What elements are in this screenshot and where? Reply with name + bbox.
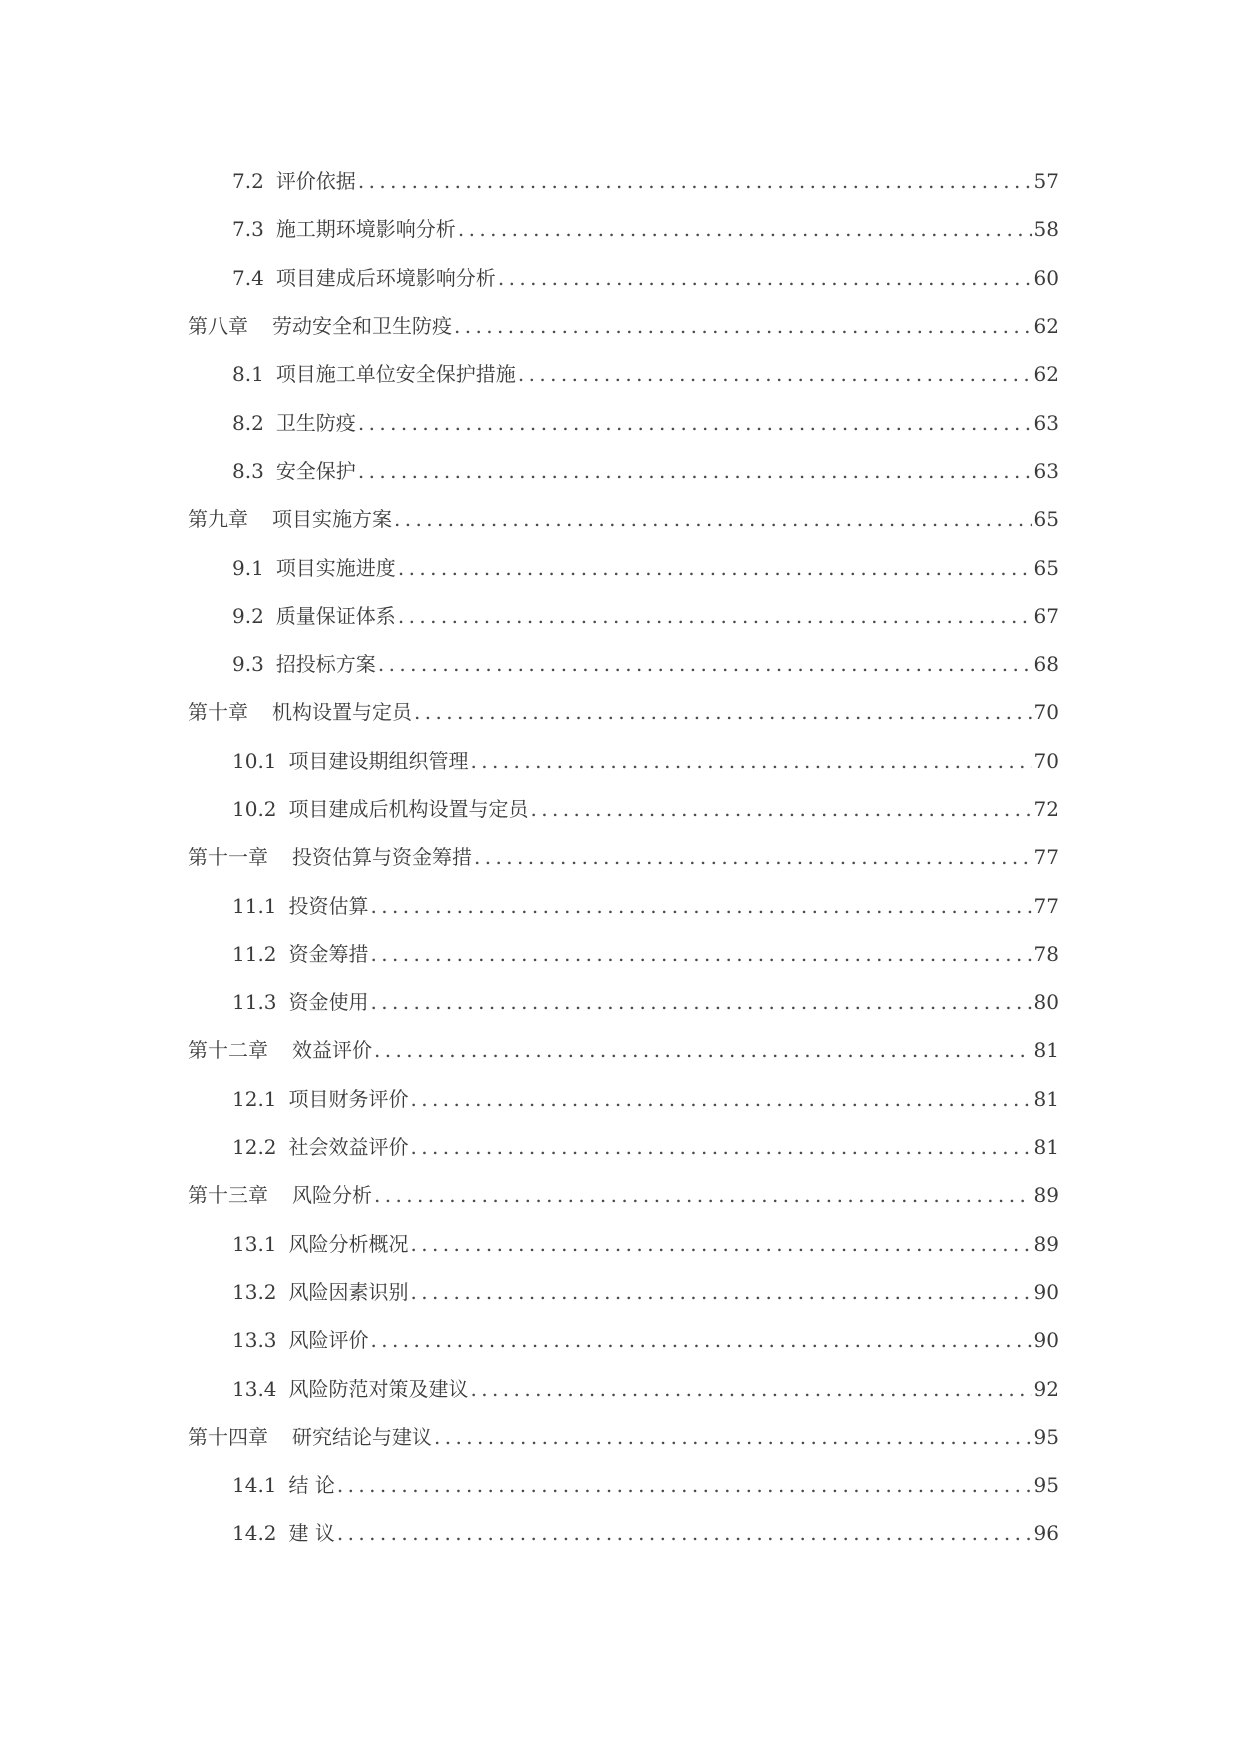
toc-entry-number: 7.2 [232, 169, 264, 194]
toc-entry-line [232, 797, 1059, 821]
toc-entry-line [232, 604, 1059, 628]
toc-entry-title: 项目施工单位安全保护措施 [275, 362, 516, 387]
toc-dot-leader [498, 266, 1032, 290]
toc-entry-title: 项目财务评价 [288, 1086, 409, 1111]
toc-chapter-entry[interactable] [0, 495, 1241, 543]
toc-entry-line [232, 411, 1059, 435]
toc-page-number: 92 [1033, 1376, 1059, 1401]
toc-section-entry[interactable] [0, 881, 1241, 929]
toc-section-entry[interactable] [0, 1461, 1241, 1509]
toc-entry-title: 社会效益评价 [288, 1135, 409, 1160]
toc-entry-line [188, 1183, 1059, 1207]
table-of-contents [0, 157, 1241, 1558]
toc-page-number: 95 [1033, 1424, 1059, 1449]
toc-entry-number: 10.2 [232, 797, 277, 821]
toc-entry-title: 风险因素识别 [288, 1279, 409, 1304]
toc-entry-line [232, 942, 1059, 966]
toc-dot-leader [411, 1135, 1032, 1159]
toc-page-number: 70 [1033, 700, 1059, 725]
toc-chapter-entry[interactable] [0, 302, 1241, 350]
toc-section-entry[interactable] [0, 543, 1241, 591]
toc-section-entry[interactable] [0, 157, 1241, 205]
toc-dot-leader [454, 314, 1032, 338]
toc-entry-number: 第十一章 [188, 845, 268, 870]
toc-entry-number: 9.1 [232, 555, 264, 580]
toc-chapter-entry[interactable] [0, 1171, 1241, 1219]
toc-entry-number: 第九章 [188, 507, 248, 532]
toc-dot-leader [471, 749, 1032, 773]
toc-dot-leader [434, 1425, 1032, 1449]
toc-dot-leader [358, 169, 1032, 193]
toc-section-entry[interactable] [0, 1364, 1241, 1412]
toc-section-entry[interactable] [0, 930, 1241, 978]
toc-entry-title: 结 论 [288, 1473, 335, 1498]
toc-entry-line [232, 749, 1059, 773]
toc-section-entry[interactable] [0, 592, 1241, 640]
toc-dot-leader [371, 894, 1032, 918]
toc-entry-title: 劳动安全和卫生防疫 [272, 314, 452, 339]
toc-dot-leader [358, 459, 1032, 483]
toc-dot-leader [414, 700, 1032, 724]
toc-page-number: 70 [1033, 748, 1059, 773]
toc-chapter-entry[interactable] [0, 688, 1241, 736]
toc-page-number: 62 [1033, 362, 1059, 387]
toc-page-number: 81 [1033, 1086, 1059, 1111]
toc-entry-number: 8.1 [232, 362, 264, 387]
toc-dot-leader [371, 990, 1032, 1014]
toc-section-entry[interactable] [0, 1220, 1241, 1268]
toc-entry-number: 8.2 [232, 410, 264, 435]
toc-entry-line [232, 1521, 1059, 1545]
toc-entry-number: 7.3 [232, 217, 264, 242]
toc-dot-leader [471, 1377, 1032, 1401]
toc-entry-number: 13.3 [232, 1328, 277, 1353]
toc-entry-number: 9.2 [232, 603, 264, 628]
toc-entry-number: 14.1 [232, 1473, 277, 1498]
toc-dot-leader [474, 845, 1032, 869]
toc-dot-leader [337, 1473, 1032, 1497]
toc-entry-title: 资金筹措 [288, 941, 369, 966]
toc-page-number: 89 [1033, 1183, 1059, 1208]
toc-page-number: 63 [1033, 458, 1059, 483]
toc-dot-leader [374, 1183, 1032, 1207]
toc-section-entry[interactable] [0, 978, 1241, 1026]
toc-entry-title: 项目实施进度 [275, 555, 396, 580]
toc-entry-number: 第十三章 [188, 1183, 268, 1208]
toc-entry-line [188, 1425, 1059, 1449]
toc-entry-line [188, 1038, 1059, 1062]
toc-page-number: 95 [1033, 1473, 1059, 1498]
toc-dot-leader [337, 1521, 1032, 1545]
toc-page-number: 78 [1033, 941, 1059, 966]
toc-page-number: 60 [1033, 265, 1059, 290]
toc-entry-title: 风险防范对策及建议 [288, 1376, 469, 1401]
toc-entry-title: 风险评价 [288, 1328, 369, 1353]
toc-dot-leader [411, 1087, 1032, 1111]
toc-entry-number: 第十二章 [188, 1038, 268, 1063]
toc-page-number: 81 [1033, 1038, 1059, 1063]
toc-entry-line [232, 459, 1059, 483]
toc-entry-line [232, 1377, 1059, 1401]
toc-entry-title: 评价依据 [275, 169, 356, 194]
toc-section-entry[interactable] [0, 785, 1241, 833]
toc-entry-number: 第十章 [188, 700, 248, 725]
toc-entry-title: 建 议 [288, 1521, 335, 1546]
toc-section-entry[interactable] [0, 1509, 1241, 1557]
toc-entry-number: 13.4 [232, 1376, 277, 1401]
toc-dot-leader [411, 1280, 1032, 1304]
toc-page-number: 96 [1033, 1521, 1059, 1546]
toc-section-entry[interactable] [0, 254, 1241, 302]
toc-entry-number: 7.4 [232, 265, 264, 290]
toc-section-entry[interactable] [0, 737, 1241, 785]
toc-entry-number: 第十四章 [188, 1424, 268, 1449]
toc-page-number: 68 [1033, 652, 1059, 677]
toc-entry-title: 招投标方案 [275, 652, 376, 677]
toc-entry-number: 11.3 [232, 990, 277, 1015]
toc-dot-leader [518, 362, 1032, 386]
toc-dot-leader [371, 942, 1032, 966]
toc-section-entry[interactable] [0, 1075, 1241, 1123]
toc-section-entry[interactable] [0, 350, 1241, 398]
toc-page-number: 67 [1033, 603, 1059, 628]
toc-entry-title: 项目建成后环境影响分析 [275, 265, 496, 290]
toc-chapter-entry[interactable] [0, 1413, 1241, 1461]
toc-entry-number: 9.3 [232, 652, 264, 677]
toc-entry-number: 第八章 [188, 314, 248, 339]
toc-entry-title: 项目建成后机构设置与定员 [288, 797, 529, 821]
toc-entry-line [232, 556, 1059, 580]
toc-entry-title: 卫生防疫 [275, 410, 356, 435]
toc-entry-number: 14.2 [232, 1521, 277, 1546]
toc-dot-leader [398, 556, 1032, 580]
toc-entry-line [232, 1232, 1059, 1256]
toc-entry-number: 13.1 [232, 1231, 277, 1256]
toc-entry-number: 10.1 [232, 748, 277, 773]
toc-dot-leader [374, 1038, 1032, 1062]
toc-dot-leader [458, 217, 1032, 241]
toc-entry-title: 资金使用 [288, 990, 369, 1015]
toc-entry-line [188, 507, 1059, 531]
toc-entry-title: 投资估算与资金筹措 [292, 845, 472, 870]
toc-entry-number: 8.3 [232, 458, 264, 483]
toc-entry-number: 12.2 [232, 1135, 277, 1160]
toc-page-number: 77 [1033, 845, 1059, 870]
toc-dot-leader [394, 507, 1032, 531]
toc-page-number: 81 [1033, 1135, 1059, 1160]
toc-entry-number: 12.1 [232, 1086, 277, 1111]
toc-page-number: 65 [1033, 555, 1059, 580]
toc-entry-title: 机构设置与定员 [272, 700, 412, 725]
toc-page-number: 58 [1033, 217, 1059, 242]
toc-entry-line [232, 652, 1059, 676]
toc-entry-line [232, 990, 1059, 1014]
toc-dot-leader [358, 411, 1032, 435]
toc-entry-title: 施工期环境影响分析 [275, 217, 456, 242]
toc-dot-leader [531, 797, 1032, 821]
toc-entry-number: 11.1 [232, 893, 277, 918]
toc-chapter-entry[interactable] [0, 833, 1241, 881]
toc-entry-line [188, 314, 1059, 338]
toc-dot-leader [411, 1232, 1032, 1256]
toc-page-number: 72 [1033, 797, 1059, 821]
toc-entry-line [232, 169, 1059, 193]
toc-entry-number: 13.2 [232, 1279, 277, 1304]
toc-entry-line [232, 1135, 1059, 1159]
toc-entry-title: 研究结论与建议 [292, 1424, 432, 1449]
toc-entry-title: 风险分析概况 [288, 1231, 409, 1256]
toc-entry-line [232, 1087, 1059, 1111]
toc-section-entry[interactable] [0, 205, 1241, 253]
toc-entry-line [188, 845, 1059, 869]
toc-entry-line [232, 217, 1059, 241]
toc-page-number: 80 [1033, 990, 1059, 1015]
toc-section-entry[interactable] [0, 1268, 1241, 1316]
toc-entry-title: 投资估算 [288, 893, 369, 918]
toc-entry-title: 安全保护 [275, 458, 356, 483]
toc-entry-line [232, 1328, 1059, 1352]
toc-chapter-entry[interactable] [0, 1026, 1241, 1074]
toc-page-number: 62 [1033, 314, 1059, 339]
toc-dot-leader [378, 652, 1032, 676]
toc-page-number: 89 [1033, 1231, 1059, 1256]
toc-entry-title: 质量保证体系 [275, 603, 396, 628]
toc-entry-number: 11.2 [232, 941, 277, 966]
toc-page-number: 57 [1033, 169, 1059, 194]
toc-section-entry[interactable] [0, 447, 1241, 495]
toc-entry-line [232, 1280, 1059, 1304]
toc-entry-title: 项目建设期组织管理 [288, 748, 469, 773]
toc-entry-line [232, 894, 1059, 918]
toc-entry-line [232, 362, 1059, 386]
toc-page-number: 90 [1033, 1279, 1059, 1304]
toc-page-number: 77 [1033, 893, 1059, 918]
toc-page-number: 63 [1033, 410, 1059, 435]
toc-entry-title: 风险分析 [292, 1183, 372, 1208]
toc-section-entry[interactable] [0, 398, 1241, 446]
toc-entry-line [232, 266, 1059, 290]
toc-entry-title: 效益评价 [292, 1038, 372, 1063]
toc-entry-title: 项目实施方案 [272, 507, 392, 532]
toc-entry-line [188, 700, 1059, 724]
toc-section-entry[interactable] [0, 1316, 1241, 1364]
toc-page-number: 65 [1033, 507, 1059, 532]
toc-section-entry[interactable] [0, 640, 1241, 688]
toc-dot-leader [371, 1328, 1032, 1352]
toc-entry-line [232, 1473, 1059, 1497]
toc-dot-leader [398, 604, 1032, 628]
toc-section-entry[interactable] [0, 1123, 1241, 1171]
toc-page-number: 90 [1033, 1328, 1059, 1353]
